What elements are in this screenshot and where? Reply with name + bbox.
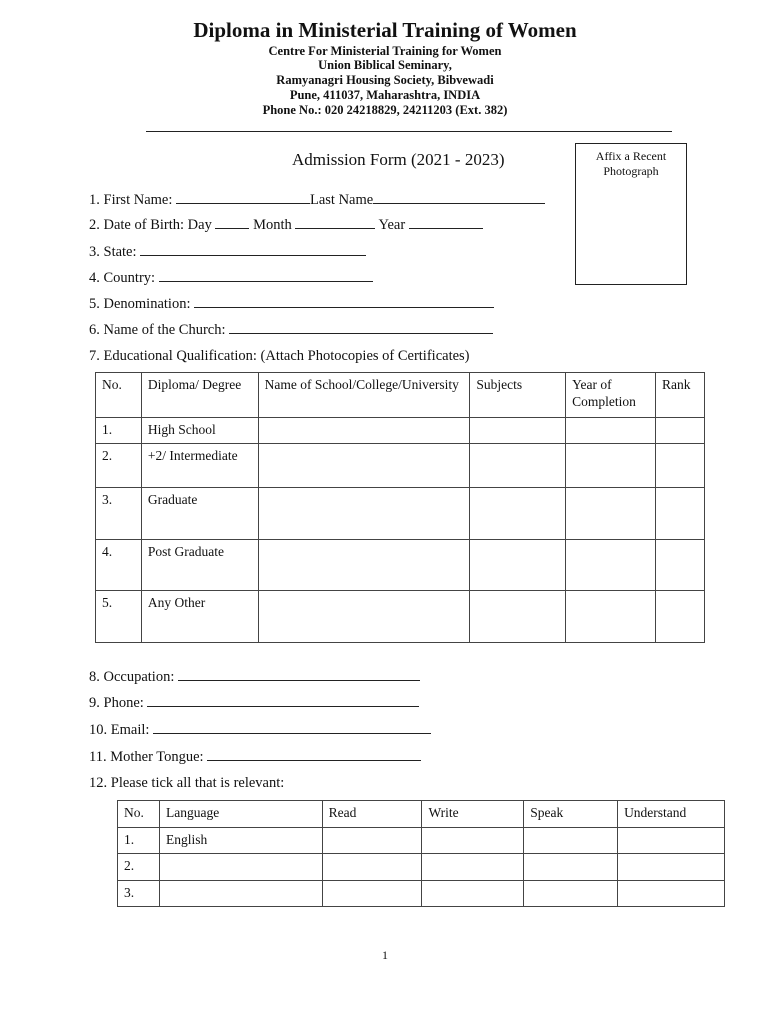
table-row (118, 828, 725, 854)
email-field[interactable] (153, 722, 431, 734)
dob-year-label: Year (378, 217, 406, 233)
state-label: 3. State: (89, 244, 137, 260)
education-heading: 7. Educational Qualification: (Attach Photocopies of Certificates) (89, 348, 470, 364)
subjects-cell[interactable] (470, 418, 566, 444)
row-number: 2. (96, 444, 142, 488)
language-cell[interactable] (159, 854, 322, 881)
institution-cell[interactable] (258, 444, 470, 488)
understand-checkbox[interactable] (618, 828, 725, 854)
phone-row (89, 695, 419, 712)
church-row (89, 322, 493, 339)
church-label: 6. Name of the Church: (89, 322, 226, 338)
denomination-field[interactable] (194, 296, 494, 308)
degree-label: Any Other (141, 591, 258, 643)
table-row (118, 881, 725, 907)
speak-checkbox[interactable] (524, 854, 618, 881)
country-field[interactable] (159, 270, 373, 282)
country-label: 4. Country: (89, 270, 156, 286)
column-header: Read (322, 801, 422, 828)
year-cell[interactable] (566, 444, 656, 488)
rank-cell[interactable] (656, 591, 705, 643)
row-number: 3. (96, 488, 142, 540)
header-divider (146, 131, 672, 132)
institution-cell[interactable] (258, 591, 470, 643)
tick-heading: 12. Please tick all that is relevant: (89, 775, 285, 791)
row-number: 3. (118, 881, 160, 907)
institution-cell[interactable] (258, 540, 470, 591)
rank-cell[interactable] (656, 418, 705, 444)
write-checkbox[interactable] (422, 828, 524, 854)
table-row (96, 591, 705, 643)
degree-label: +2/ Intermediate (141, 444, 258, 488)
state-field[interactable] (140, 244, 366, 256)
language-table (117, 800, 725, 907)
column-header: Write (422, 801, 524, 828)
occupation-row (89, 669, 420, 686)
education-table (95, 372, 705, 643)
row-number: 2. (118, 854, 160, 881)
table-header-row (96, 373, 705, 418)
read-checkbox[interactable] (322, 828, 422, 854)
name-row (89, 192, 545, 209)
year-cell[interactable] (566, 591, 656, 643)
write-checkbox[interactable] (422, 881, 524, 907)
column-header: Diploma/ Degree (141, 373, 258, 418)
column-header: Understand (618, 801, 725, 828)
page-title: Diploma in Ministerial Training of Women (193, 18, 577, 42)
form-title: Admission Form (2021 - 2023) (292, 150, 505, 169)
dob-month-field[interactable] (295, 217, 375, 229)
mother-tongue-label: 11. Mother Tongue: (89, 749, 204, 765)
dob-month-label: Month (253, 217, 292, 233)
degree-label: High School (141, 418, 258, 444)
column-header: No. (96, 373, 142, 418)
column-header: Language (159, 801, 322, 828)
denomination-label: 5. Denomination: (89, 296, 191, 312)
row-number: 5. (96, 591, 142, 643)
address-line: Union Biblical Seminary, (318, 58, 452, 72)
table-row (96, 444, 705, 488)
table-row (96, 540, 705, 591)
table-row (118, 854, 725, 881)
mother-tongue-field[interactable] (207, 749, 421, 761)
subjects-cell[interactable] (470, 488, 566, 540)
first-name-field[interactable] (176, 192, 310, 204)
rank-cell[interactable] (656, 444, 705, 488)
column-header: Subjects (470, 373, 566, 418)
speak-checkbox[interactable] (524, 828, 618, 854)
subjects-cell[interactable] (470, 591, 566, 643)
address-line: Ramyanagri Housing Society, Bibvewadi (276, 73, 494, 87)
degree-label: Graduate (141, 488, 258, 540)
phone-field[interactable] (147, 695, 419, 707)
column-header: Speak (524, 801, 618, 828)
email-row (89, 722, 431, 739)
denomination-row (89, 296, 494, 313)
occupation-label: 8. Occupation: (89, 669, 175, 685)
last-name-label: Last Name (310, 192, 374, 208)
first-name-label: 1. First Name: (89, 192, 173, 208)
speak-checkbox[interactable] (524, 881, 618, 907)
year-cell[interactable] (566, 418, 656, 444)
dob-day-field[interactable] (215, 217, 249, 229)
photo-box-label: Photograph (603, 164, 659, 178)
photo-box-label: Affix a Recent (595, 149, 667, 163)
column-header: Rank (656, 373, 705, 418)
mother-tongue-row (89, 749, 421, 766)
institution-cell[interactable] (258, 488, 470, 540)
column-header: Year of Completion (566, 373, 656, 418)
write-checkbox[interactable] (422, 854, 524, 881)
email-label: 10. Email: (89, 722, 150, 738)
dob-day-label: 2. Date of Birth: Day (89, 217, 212, 233)
rank-cell[interactable] (656, 540, 705, 591)
read-checkbox[interactable] (322, 854, 422, 881)
institution-cell[interactable] (258, 418, 470, 444)
understand-checkbox[interactable] (618, 854, 725, 881)
row-number: 1. (118, 828, 160, 854)
language-cell[interactable]: English (159, 828, 322, 854)
row-number: 4. (96, 540, 142, 591)
photo-box[interactable] (575, 143, 687, 285)
table-row (96, 488, 705, 540)
degree-label: Post Graduate (141, 540, 258, 591)
dob-row (89, 217, 483, 234)
last-name-field[interactable] (373, 192, 545, 204)
column-header: Name of School/College/University (258, 373, 470, 418)
subjects-cell[interactable] (470, 444, 566, 488)
language-cell[interactable] (159, 881, 322, 907)
table-row (96, 418, 705, 444)
row-number: 1. (96, 418, 142, 444)
page-number: 1 (382, 948, 388, 962)
phone-label: 9. Phone: (89, 695, 144, 711)
understand-checkbox[interactable] (618, 881, 725, 907)
column-header: No. (118, 801, 160, 828)
address-line: Centre For Ministerial Training for Women (268, 44, 502, 58)
occupation-field[interactable] (178, 669, 420, 681)
rank-cell[interactable] (656, 488, 705, 540)
table-header-row (118, 801, 725, 828)
address-line: Pune, 411037, Maharashtra, INDIA (289, 88, 481, 102)
year-cell[interactable] (566, 540, 656, 591)
year-cell[interactable] (566, 488, 656, 540)
read-checkbox[interactable] (322, 881, 422, 907)
country-row (89, 270, 373, 287)
church-field[interactable] (229, 322, 493, 334)
subjects-cell[interactable] (470, 540, 566, 591)
dob-year-field[interactable] (409, 217, 483, 229)
state-row (89, 244, 366, 261)
phone-line: Phone No.: 020 24218829, 24211203 (Ext. 382) (262, 103, 508, 117)
